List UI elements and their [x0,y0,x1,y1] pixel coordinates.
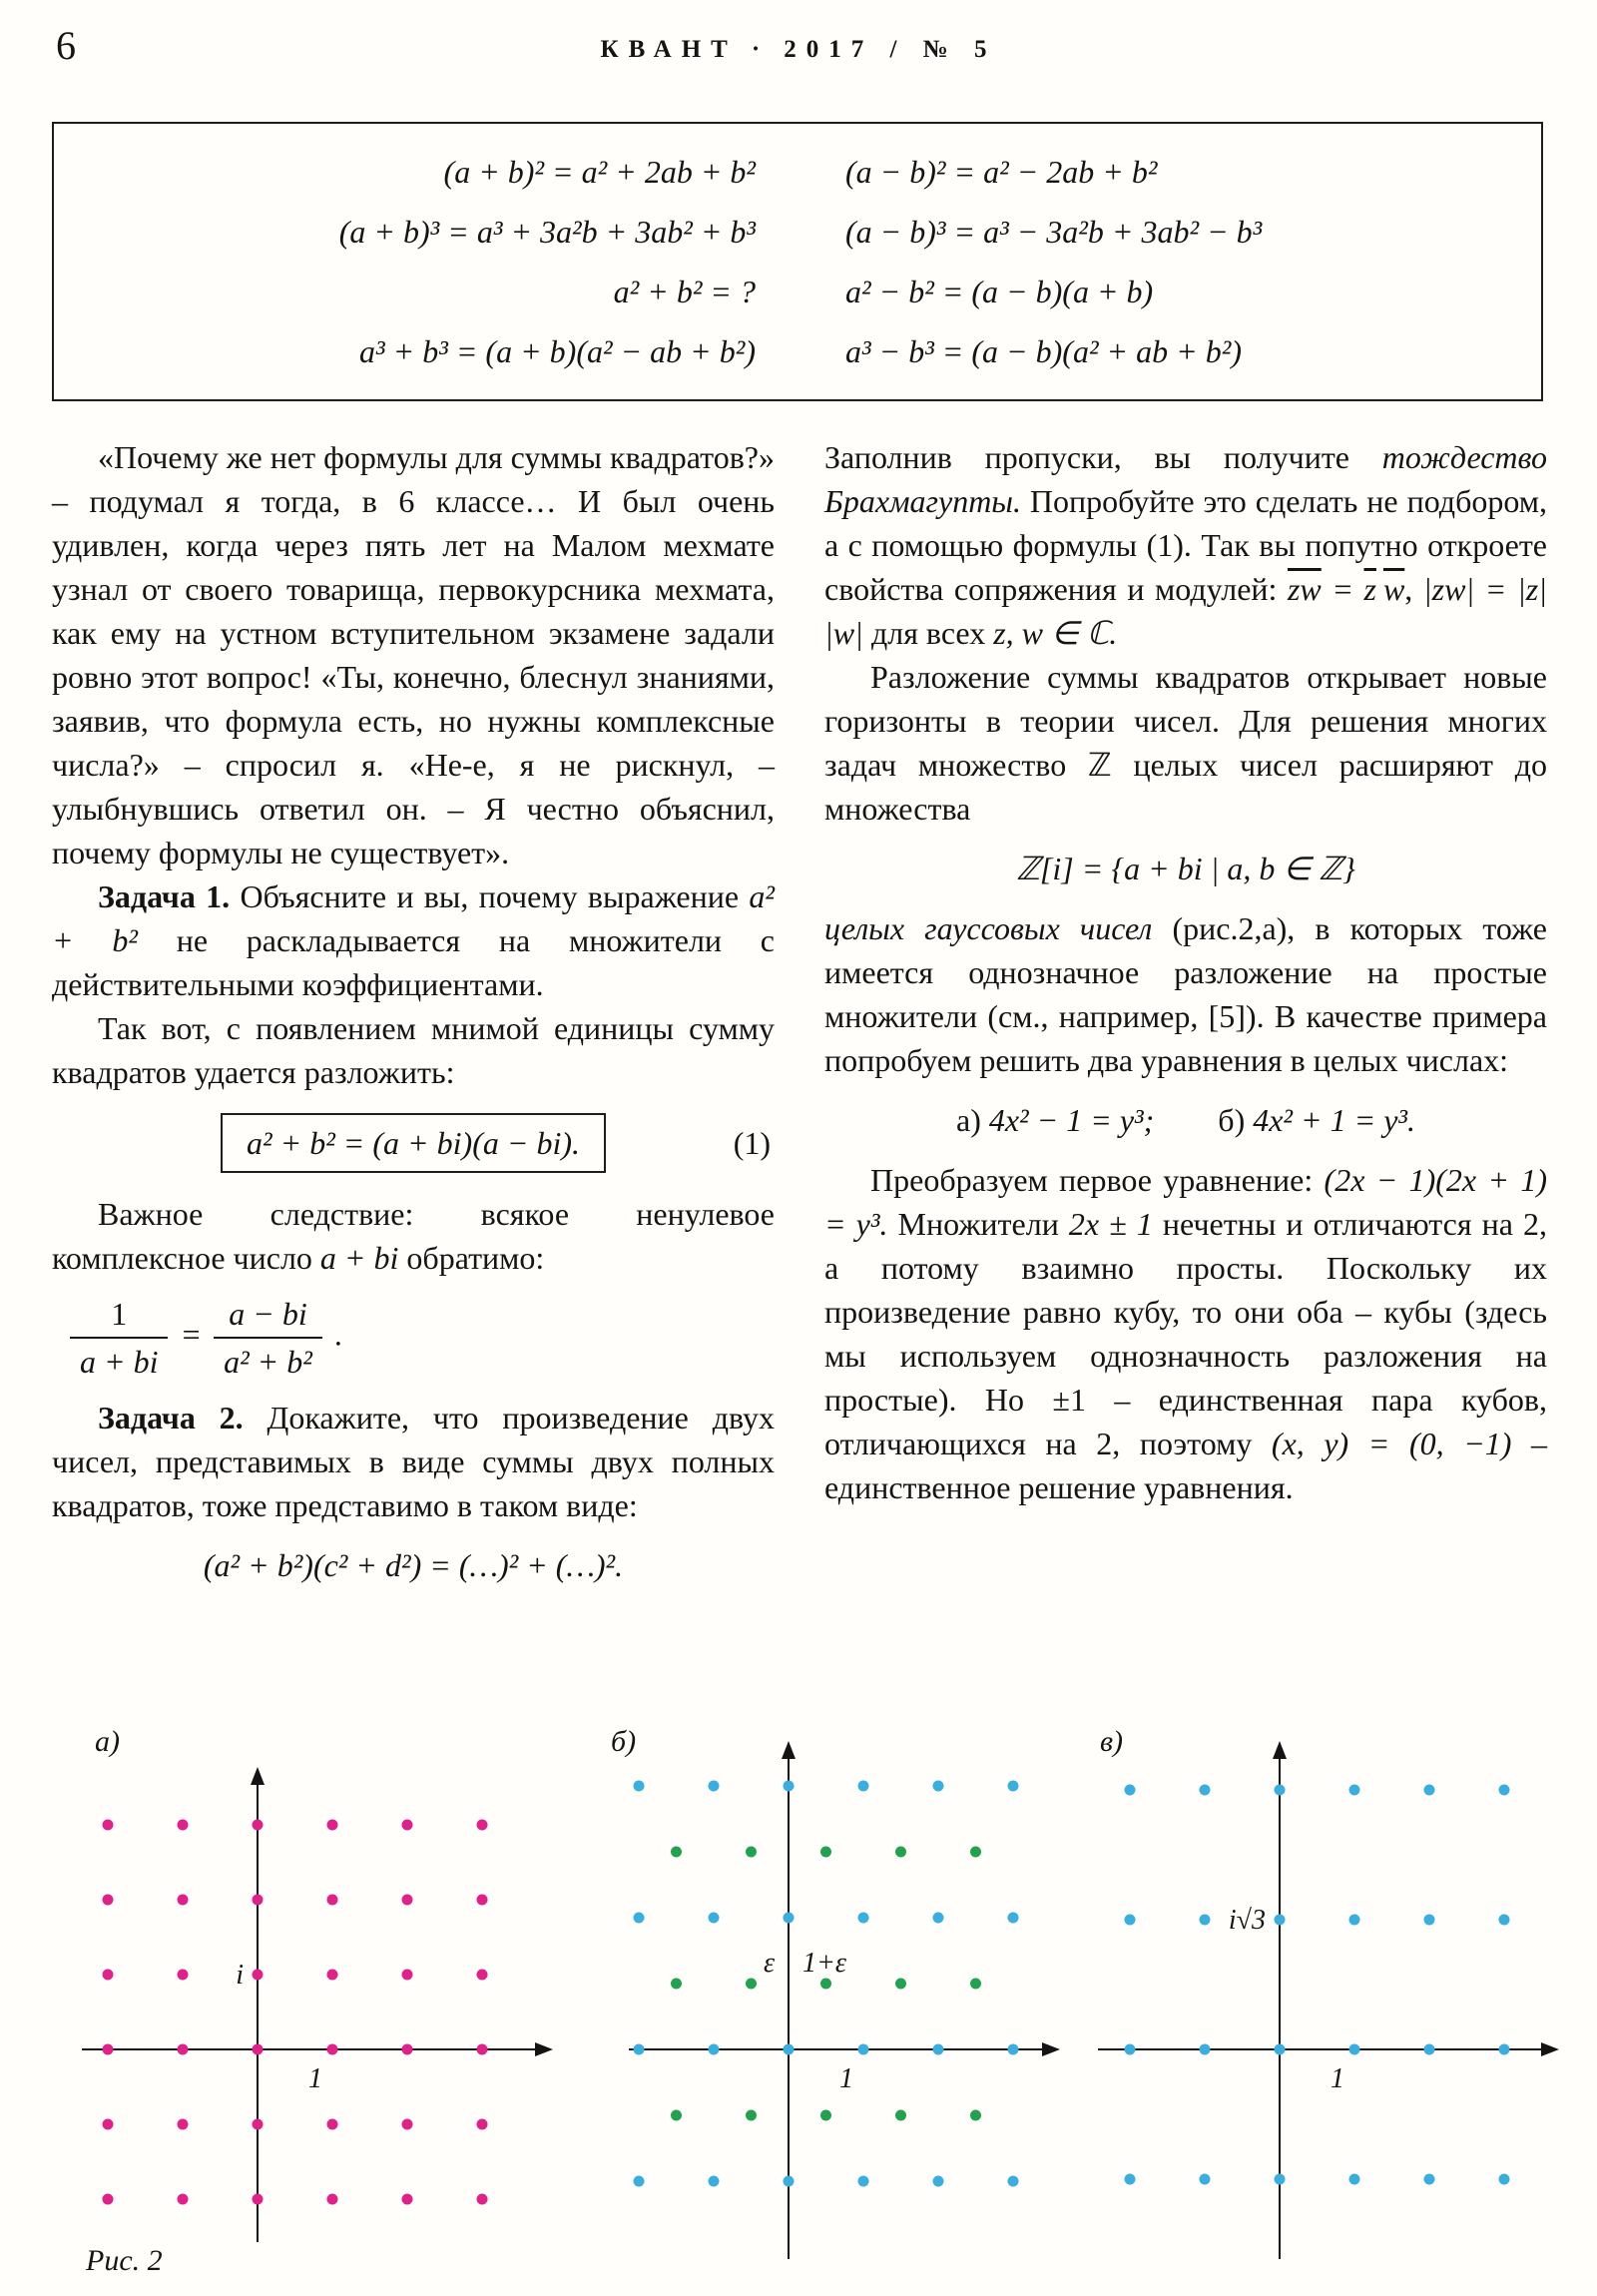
lattice-dot [634,2176,645,2187]
lattice-dot [858,2176,869,2187]
x-axis-arrow [535,2042,553,2056]
paragraph-text: для всех [862,615,994,651]
lattice-dot [327,2119,338,2130]
lattice-dot [1349,2044,1360,2055]
paragraph-text: Заполнив пропуски, вы получите [824,439,1382,475]
inline-math: 2x ± 1 [1068,1206,1153,1242]
lattice-dot [746,1979,757,1990]
left-column [52,435,775,1603]
formula-table [52,122,1543,401]
lattice-dot [327,2194,338,2205]
task-1-label: Задача 1. [98,878,231,914]
inline-math: a² + b² [52,878,776,958]
lattice-dot [103,1895,114,1906]
gaussian-integers-definition: ℤ[i] = {a + bi | a, b ∈ ℤ} [1016,851,1355,886]
lattice-dot [103,2194,114,2205]
conjugate-math: $\overline{z}$ [1363,571,1376,607]
lattice-dot [1125,2174,1136,2185]
lattice-dot [709,1781,720,1792]
lattice-dot [933,1781,944,1792]
lattice-dot [1125,2044,1136,2055]
identity-formula: (a + b)² = a² + 2ab + b² [443,154,756,190]
fraction-equation [58,1294,775,1382]
right-column [824,435,1547,1509]
lattice-dot [784,2176,795,2187]
axis-label: i√3 [1228,1905,1266,1936]
header-separator: · [751,36,771,63]
paragraph-text: Преобразуем первое уравнение: [870,1162,1325,1198]
figure-caption: Рис. 2 [86,2244,163,2277]
lattice-dot [178,1820,189,1831]
lattice-dot [402,1970,413,1981]
lattice-dot [1424,1915,1435,1926]
y-axis-arrow [1273,1741,1287,1759]
lattice-dot [709,1913,720,1924]
lattice-dot [1275,1785,1286,1796]
fraction-denominator: a + bi [70,1337,168,1382]
task-1-text: не раскладывается на множители с действительными коэффициентами. [52,922,776,1002]
lattice-dot [253,2044,264,2055]
lattice-dot [1499,2044,1510,2055]
lattice-dot [671,1847,682,1858]
equation-number: (1) [733,1125,771,1161]
punctuation: . [333,1316,342,1353]
paragraph-text: нечетны и отличаются на 2, а потому взаимно просты. Поскольку их произведение равно кубу, то они оба – кубы (здесь мы используем однозначность разложения на простые). Но ±1 – единственная пара кубов, отличающихся на 2, поэтому [824,1206,1548,1461]
lattice-dot [784,1781,795,1792]
task-2 [52,1396,775,1527]
paragraph-text: (рис.2,а), в которых тоже имеется однозначное разложение на простые множители (см., например, [5]). В качестве примера попробуем решить два уравнения в целых числах: [824,910,1547,1078]
lattice-dot [933,2044,944,2055]
lattice-dot [327,1970,338,1981]
lattice-dot [1200,1915,1211,1926]
lattice-dot [1499,1785,1510,1796]
equals-sign: = [1321,571,1364,607]
inline-math: |zw| = |z| |w| [824,571,1547,651]
lattice-dot [178,2194,189,2205]
equations-ab [824,1096,1547,1144]
lattice-dot [634,2044,645,2055]
lattice-dot [709,2044,720,2055]
lattice-dot [671,1979,682,1990]
task-1 [52,874,775,1006]
lattice-dot [634,1913,645,1924]
identity-formula: (a − b)³ = a³ − 3a²b + 3ab² − b³ [845,214,1263,250]
lattice-dot [253,1820,264,1831]
lattice-dot [820,2110,831,2121]
axis-label: 1 [839,2063,853,2094]
lattice-dot [784,1913,795,1924]
lattice-dot [1200,2174,1211,2185]
lattice-dot [970,1979,981,1990]
lattice-dot [1008,1781,1019,1792]
lattice-dot [402,2044,413,2055]
paragraph-text: Попробуйте это сделать не подбором, а с помощью формулы (1). Так вы попутно откроете свойства сопряжения и модулей: [824,483,1547,607]
lattice-dot [1424,2044,1435,2055]
lattice-dot [178,2044,189,2055]
identity-formula: a² + b² = ? [613,274,756,309]
lattice-dot [253,1970,264,1981]
lattice-dot [1200,2044,1211,2055]
paragraph: Разложение суммы квадратов открывает новые горизонты в теории чисел. Для решения многих задач множество ℤ целых чисел расширяют до множества [824,659,1547,827]
lattice-dot [858,1913,869,1924]
identity-formula: (a + b)³ = a³ + 3a²b + 3ab² + b³ [338,214,756,250]
lattice-dot [402,2194,413,2205]
page-number: 6 [56,23,76,68]
lattice-dot [784,2044,795,2055]
paragraph [824,435,1547,655]
task-1-text: Объясните и вы, почему выражение [230,878,750,914]
lattice-dot [1349,1785,1360,1796]
lattice-dot [477,2119,488,2130]
axis-label: 1+ε [802,1948,846,1979]
paragraph-intro: «Почему же нет формулы для суммы квадратов?» – подумал я тогда, в 6 классе… И был очень удивлен, когда через пять лет на Малом мехмате узнал от своего товарища, первокурсника мехмата, как ему на устном вступительном экзамене задали ровно этот вопрос! «Ты, конечно, блеснул знаниями, заявив, что формула есть, но нужны комплексные числа?» – спросил я. «Не-е, я не рискнул, – улыбнувшись ответил он. – Я честно объяснил, почему формулы не существует». [52,439,775,870]
lattice-dot [858,2044,869,2055]
paragraph-text: – единственное решение уравнения. [824,1426,1548,1505]
lattice-dot [1349,1915,1360,1926]
identity-formula: a² − b² = (a − b)(a + b) [845,274,1154,309]
equation-1 [52,1110,775,1176]
lattice-dot [327,1895,338,1906]
lattice-dot [895,1979,906,1990]
inline-math: z, w ∈ ℂ. [993,615,1118,651]
paragraph-text: Важное следствие: всякое ненулевое комплексное число [52,1196,775,1276]
y-axis-arrow [782,1741,796,1759]
lattice-dot [858,1781,869,1792]
lattice-dot [634,1781,645,1792]
lattice-dot [327,1820,338,1831]
y-axis-arrow [251,1767,265,1785]
lattice-dot [1424,1785,1435,1796]
identity-formula: (a − b)² = a² − 2ab + b² [845,154,1158,190]
fraction-denominator: a² + b² [214,1337,322,1382]
lattice-dot [1349,2174,1360,2185]
lattice-dot [1499,1915,1510,1926]
task-2-text: Докажите, что произведение двух чисел, представимых в виде суммы двух полных квадратов, тоже представимо в таком виде: [52,1400,776,1523]
lattice-dot [895,1847,906,1858]
lattice-dot [477,2044,488,2055]
lattice-dot [1008,2044,1019,2055]
inline-math: (2x − 1)(2x + 1) = y³. [824,1162,1547,1242]
axis-label: 1 [308,2063,322,2094]
fraction-numerator: a − bi [229,1296,307,1332]
fraction-numerator: 1 [111,1296,128,1332]
emphasis-text: тождество Брахмагупты. [824,439,1547,519]
conjugate-math: $\overline{zw}$ [1287,571,1322,607]
lattice-dot [253,2194,264,2205]
journal-header [0,36,1597,64]
lattice-dot [671,2110,682,2121]
x-axis-arrow [1541,2042,1559,2056]
lattice-dot [402,2119,413,2130]
identity-formula: a³ − b³ = (a − b)(a² + ab + b²) [845,333,1242,369]
lattice-dot [103,2119,114,2130]
boxed-formula: a² + b² = (a + bi)(a − bi). [221,1113,606,1173]
lattice-dot [477,2194,488,2205]
lattice-dot [477,1895,488,1906]
lattice-dot [178,1895,189,1906]
lattice-dot [933,1913,944,1924]
lattice-dot [746,1847,757,1858]
task-2-label: Задача 2. [98,1400,244,1435]
paragraph: Так вот, с появлением мнимой единицы сумму квадратов удается разложить: [52,1010,775,1090]
punctuation: , [1404,571,1423,607]
journal-issue: 2017 / № 5 [784,36,997,63]
paragraph-text: Множители [887,1206,1069,1242]
lattice-dot [1008,2176,1019,2187]
emphasis-text: целых гауссовых чисел [824,910,1153,946]
lattice-dot [103,1970,114,1981]
lattice-dot [1424,2174,1435,2185]
lattice-dot [1275,2044,1286,2055]
equation-b-label: б) [1218,1102,1254,1138]
lattice-dot [1275,1915,1286,1926]
lattice-dot [178,2119,189,2130]
inline-math: a + bi [319,1240,399,1276]
lattice-dot [933,2176,944,2187]
lattice-dot [970,2110,981,2121]
conjugate-math: $\overline{w}$ [1382,571,1405,607]
lattice-dot [895,2110,906,2121]
lattice-dot [1125,1785,1136,1796]
lattice-dot [1499,2174,1510,2185]
lattice-dot [477,1820,488,1831]
journal-title: КВАНТ [600,36,738,63]
axis-label: 1 [1331,2063,1344,2094]
lattice-dot [327,2044,338,2055]
lattice-dot [402,1820,413,1831]
brahmagupta-identity: (a² + b²)(c² + d²) = (…)² + (…)². [203,1547,624,1583]
lattice-dot [1008,1913,1019,1924]
lattice-dot [746,2110,757,2121]
paragraph [824,906,1547,1082]
axis-label: а) [95,1725,120,1758]
paragraph [52,1192,775,1280]
lattice-dot [709,2176,720,2187]
equation-a-label: а) [955,1102,989,1138]
lattice-dot [253,2119,264,2130]
lattice-dot [103,1820,114,1831]
lattice-dot [820,1847,831,1858]
lattice-dot [820,1979,831,1990]
axis-label: в) [1100,1725,1124,1758]
identity-formula: a³ + b³ = (a + b)(a² − ab + b²) [359,333,756,369]
x-axis-arrow [1042,2042,1060,2056]
axis-label: ε [763,1948,775,1979]
axis-label: i [236,1960,244,1991]
equals-sign: = [180,1316,203,1353]
lattice-dot [103,2044,114,2055]
fraction [214,1294,322,1382]
lattice-dot [1125,1915,1136,1926]
inline-math: (x, y) = (0, −1) [1271,1426,1512,1461]
lattice-dot [402,1895,413,1906]
lattice-dot [178,1970,189,1981]
lattice-dot [970,1847,981,1858]
figure-2-canvas [0,1715,1597,2274]
lattice-dot [1275,2174,1286,2185]
lattice-dot [253,1895,264,1906]
lattice-dot [477,1970,488,1981]
equation-a: 4x² − 1 = y³; [988,1102,1155,1138]
equation-b: 4x² + 1 = y³. [1253,1102,1415,1138]
lattice-dot [1200,1785,1211,1796]
paragraph [824,1158,1547,1509]
paragraph-text: обратимо: [398,1240,545,1276]
axis-label: б) [611,1725,637,1758]
fraction [70,1294,168,1382]
